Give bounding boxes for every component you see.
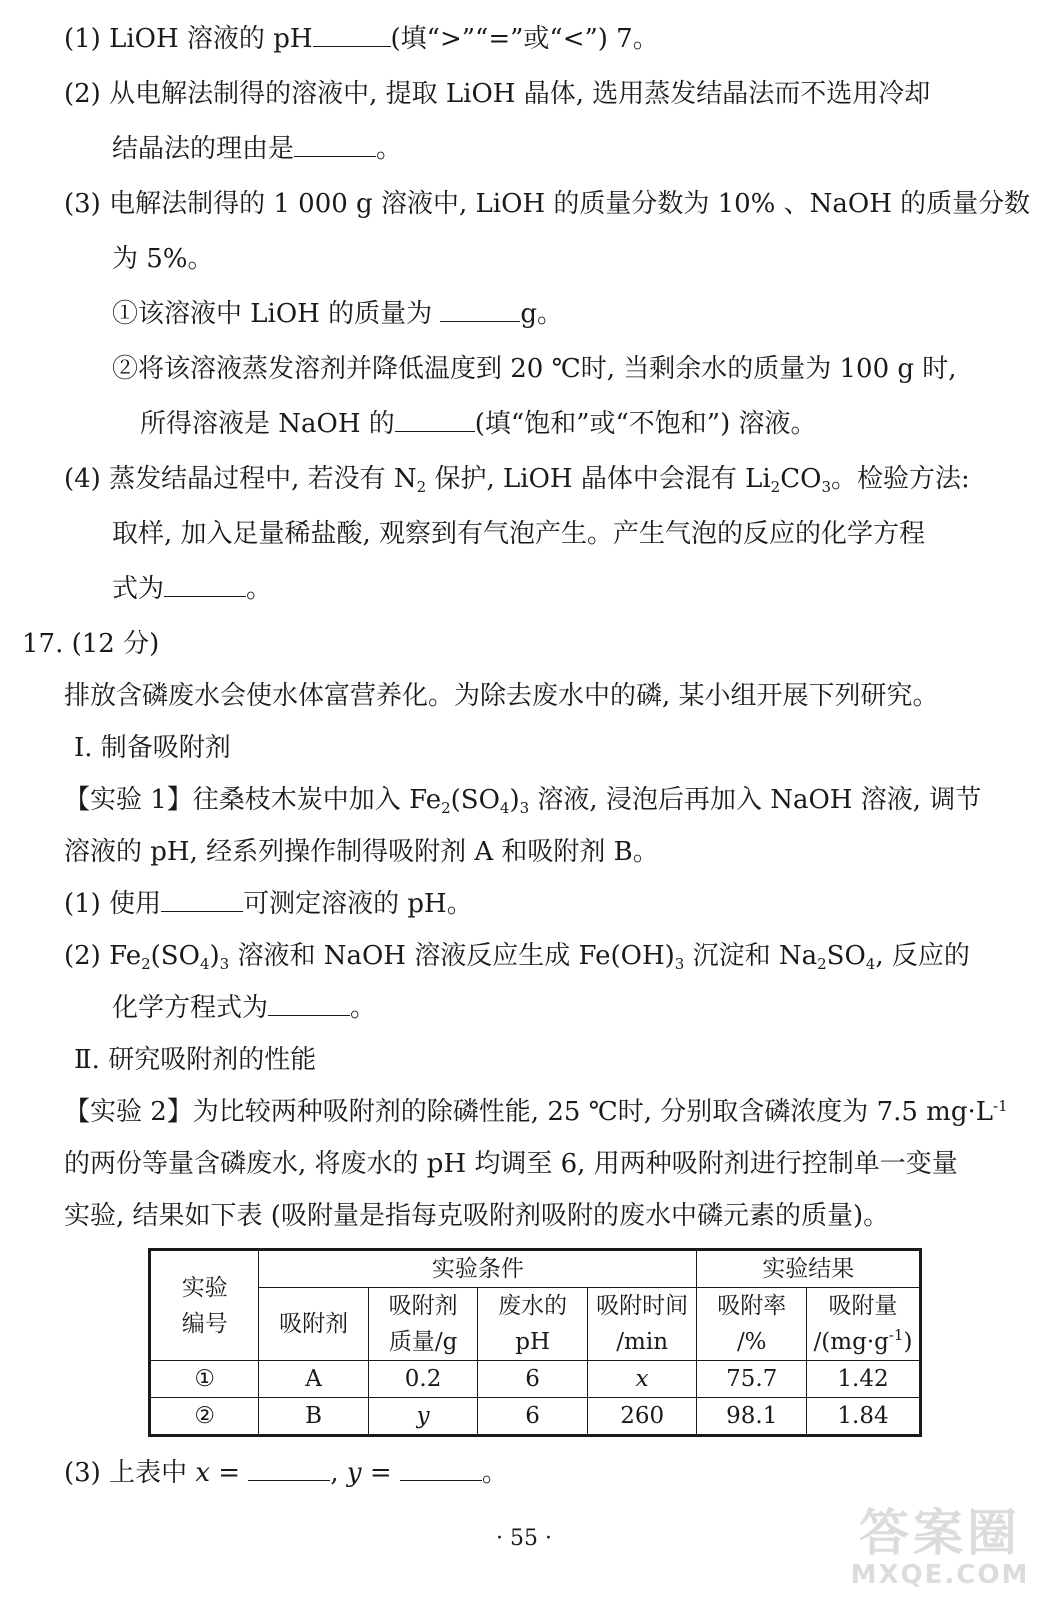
watermark-logo: 答案圈 MXQE.COM	[850, 1504, 1030, 1590]
header-time: 吸附时间 /min	[587, 1288, 697, 1361]
q16-part4-line3: 式为 。	[112, 574, 273, 604]
header-group-conditions: 实验条件	[259, 1250, 697, 1288]
experiment2-line3: 实验, 结果如下表 (吸附量是指每克吸附剂吸附的废水中磷元素的质量)。	[64, 1201, 890, 1231]
page-number: · 55 ·	[496, 1526, 552, 1551]
q16-part3-sub1: ①该溶液中 LiOH 的质量为 g。	[112, 299, 564, 329]
header-group-results: 实验结果	[697, 1250, 921, 1288]
answer-blank[interactable]	[161, 887, 243, 912]
q16-part3-line1: (3) 电解法制得的 1 000 g 溶液中, LiOH 的质量分数为 10% 、NaOH 的质量分数	[64, 189, 1031, 219]
results-table	[148, 1248, 922, 1437]
q16-part2-line2: 结晶法的理由是 。	[112, 134, 403, 164]
answer-blank[interactable]	[268, 991, 350, 1016]
q17-part2-line2: 化学方程式为 。	[112, 993, 377, 1023]
q16-part3-sub2-line1: ②将该溶液蒸发溶剂并降低温度到 20 ℃时, 当剩余水的质量为 100 g 时,	[112, 354, 957, 384]
table-row	[150, 1361, 921, 1398]
section-heading-1: Ⅰ. 制备吸附剂	[74, 733, 231, 763]
q16-part1: (1) LiOH 溶液的 pH (填“>”“=”或“<”) 7。	[64, 24, 659, 54]
table-row	[150, 1398, 921, 1436]
cell-time: x	[587, 1361, 697, 1398]
cell-amount: 1.84	[807, 1398, 921, 1436]
header-exp-no: 实验 编号	[150, 1250, 259, 1361]
header-rate: 吸附率 /%	[697, 1288, 807, 1361]
cell-rate: 98.1	[697, 1398, 807, 1436]
header-amount: 吸附量 $/(mg\cdot g^{-1})$	[807, 1288, 921, 1361]
answer-blank[interactable]	[164, 572, 246, 597]
answer-blank[interactable]	[440, 297, 520, 322]
cell-amount: 1.42	[807, 1361, 921, 1398]
cell-rate: 75.7	[697, 1361, 807, 1398]
cell-no: ①	[150, 1361, 259, 1398]
header-mass: 吸附剂 质量/g	[368, 1288, 478, 1361]
q16-part4-line1: (4) 蒸发结晶过程中, 若没有 $N_2$ 保护, LiOH 晶体中会混有 $Li_2CO_3$。检验方法:	[64, 464, 970, 496]
q16-part2-line1: (2) 从电解法制得的溶液中, 提取 LiOH 晶体, 选用蒸发结晶法而不选用冷却	[64, 79, 931, 109]
cell-no: ②	[150, 1398, 259, 1436]
cell-mass: y	[368, 1398, 478, 1436]
cell-adsorbent: A	[259, 1361, 368, 1398]
cell-time: 260	[587, 1398, 697, 1436]
cell-ph: 6	[478, 1361, 587, 1398]
q17-part1: (1) 使用 可测定溶液的 pH。	[64, 889, 473, 919]
q16-part3-sub2-line2: 所得溶液是 NaOH 的 (填“饱和”或“不饱和”) 溶液。	[140, 409, 817, 439]
experiment2-line2: 的两份等量含磷废水, 将废水的 pH 均调至 6, 用两种吸附剂进行控制单一变量	[64, 1149, 958, 1179]
experiment1-line1: 【实验 1】往桑枝木炭中加入 $Fe_2(SO_4)_3$ 溶液, 浸泡后再加入 NaOH 溶液, 调节	[64, 785, 982, 817]
answer-blank[interactable]	[395, 407, 475, 432]
q17-part3: (3) 上表中 x = , y = 。	[64, 1458, 508, 1488]
header-ph: 废水的 pH	[478, 1288, 587, 1361]
header-adsorbent: 吸附剂	[259, 1288, 368, 1361]
answer-blank[interactable]	[294, 132, 376, 157]
section-heading-2: Ⅱ. 研究吸附剂的性能	[74, 1045, 317, 1075]
q16-part4-line2: 取样, 加入足量稀盐酸, 观察到有气泡产生。产生气泡的反应的化学方程	[112, 519, 926, 549]
experiment2-line1: 【实验 2】为比较两种吸附剂的除磷性能, 25 ℃时, 分别取含磷浓度为 7.5 $mg\cdot L^{-1}$	[64, 1097, 1008, 1127]
experiment1-line2: 溶液的 pH, 经系列操作制得吸附剂 A 和吸附剂 B。	[64, 837, 659, 867]
cell-adsorbent: B	[259, 1398, 368, 1436]
q17-heading: 17. (12 分)	[22, 629, 160, 659]
q17-part2-line1: (2) $Fe_2(SO_4)_3$ 溶液和 NaOH 溶液反应生成 $Fe(OH)_3$ 沉淀和 $Na_2SO_4$, 反应的	[64, 941, 970, 973]
cell-mass: 0.2	[368, 1361, 478, 1398]
q17-intro: 排放含磷废水会使水体富营养化。为除去废水中的磷, 某小组开展下列研究。	[64, 681, 939, 711]
q16-part3-line2: 为 5%。	[112, 244, 214, 274]
answer-blank-y[interactable]	[400, 1456, 482, 1481]
answer-blank[interactable]	[313, 22, 391, 47]
cell-ph: 6	[478, 1398, 587, 1436]
answer-blank-x[interactable]	[248, 1456, 330, 1481]
